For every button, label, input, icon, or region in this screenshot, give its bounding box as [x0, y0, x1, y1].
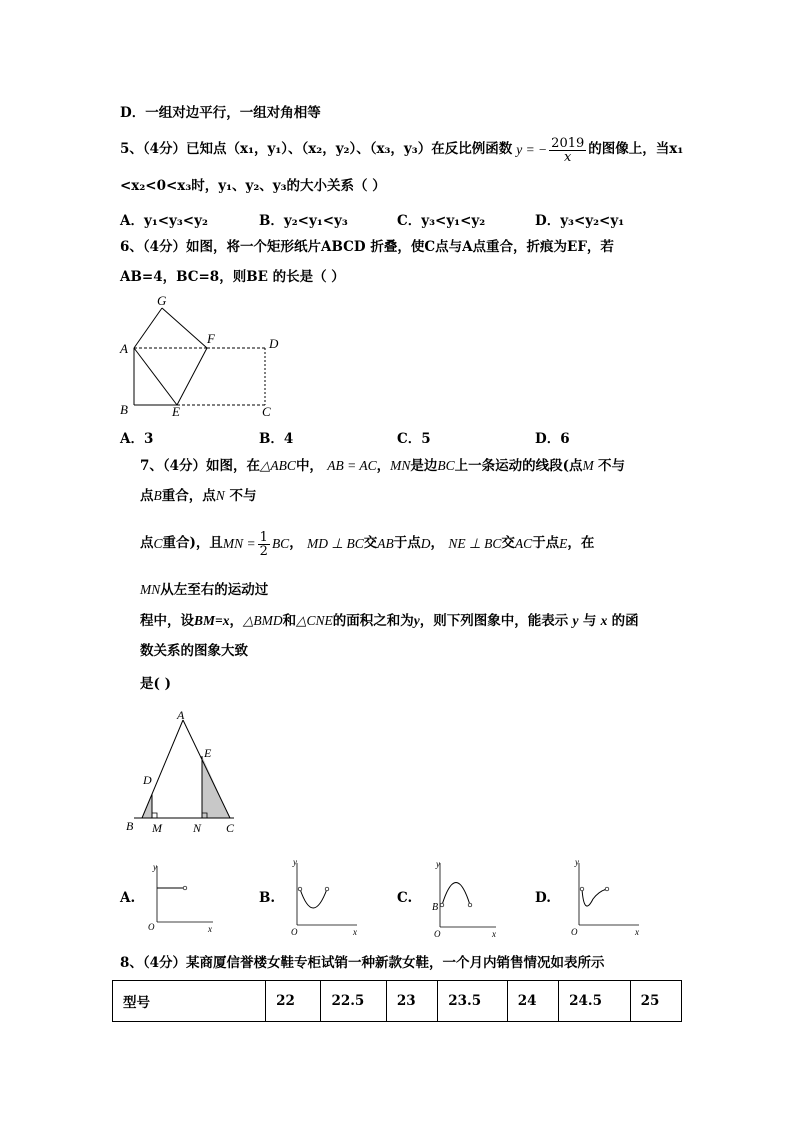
q6-line2: AB=4，BC=8，则BE 的长是（ ）	[120, 269, 345, 285]
q7-graph-b-curve	[300, 889, 327, 908]
q7-text-1f: 不与	[598, 458, 626, 474]
q7-text-3c: ，	[289, 535, 303, 552]
q5-frac-num: 2019	[551, 135, 585, 151]
q7-graph-c-y: y	[436, 859, 440, 869]
q7-side-ab	[142, 720, 183, 818]
q7-e: E	[559, 536, 568, 552]
q7-text-1c: ，	[376, 458, 391, 474]
q7-ne: NE ⊥ BC	[448, 536, 502, 552]
q5-line1-text: 5、（4分）已知点（x₁，y₁）、（x₂，y₂）、（x₃，y₃）在反比例函数	[120, 141, 513, 158]
q6-option-c: C．5	[397, 431, 431, 447]
q7-figure	[120, 708, 250, 838]
q6-edge-ae	[134, 348, 177, 405]
q7-label-n: N	[193, 821, 202, 835]
q7-text-1d: 是边	[410, 458, 438, 474]
q7-option-d-label: D.	[535, 890, 551, 906]
q6-label-b: B	[120, 402, 128, 417]
q7-label-d: D	[143, 773, 152, 787]
q7-graph-a-o: O	[148, 922, 155, 932]
q7-line6: 数关系的图象大致	[140, 643, 248, 659]
q7-option-a-label: A.	[120, 890, 136, 906]
q7-m: M	[582, 458, 594, 473]
q6-label-d: D	[269, 336, 279, 351]
q8-cell: 22	[266, 981, 321, 1022]
q6-label-e: E	[172, 404, 180, 419]
q7-line3	[140, 527, 594, 561]
q7-graph-a-endpoint	[183, 886, 187, 890]
q7-graph-a	[143, 858, 218, 936]
q7-graph-b-o: O	[291, 927, 298, 937]
q6-label-f: F	[207, 331, 215, 346]
q7-bmd: △BMD	[242, 613, 283, 628]
q7-text-2b: 重合，点	[161, 488, 216, 504]
q6-edge-ag	[134, 308, 162, 348]
q7-graph-c-curve	[442, 883, 470, 906]
q7-graph-d-start	[580, 887, 584, 891]
q7-line7: 是( )	[140, 676, 171, 692]
q5-func: y = −	[516, 142, 548, 158]
q7-ac: AC	[514, 536, 533, 552]
q7-text-5d: 的面积之和为	[332, 613, 414, 629]
q6-option-b: B．4	[259, 431, 294, 447]
q7-bc2: BC	[271, 536, 290, 552]
q7-graph-b-end	[325, 887, 329, 891]
q7-graph-d	[565, 855, 645, 940]
q5-fraction	[549, 137, 586, 164]
q7-graph-d-end	[605, 887, 609, 891]
q7-ab-ac: AB = AC	[327, 458, 377, 473]
q6-option-d: D．6	[535, 431, 570, 447]
q7-text-3i: ，在	[567, 535, 595, 552]
q7-ab: AB	[377, 536, 394, 552]
q7-graph-c-x: x	[492, 929, 496, 939]
q8-cell: 23	[386, 981, 437, 1022]
q7-graph-a-y: y	[153, 862, 157, 872]
q7-n: N	[215, 488, 225, 503]
q6-figure	[112, 290, 302, 420]
q4-option-d: D．一组对边平行，一组对角相等	[120, 105, 321, 121]
q7-graph-a-x: x	[208, 924, 212, 934]
q6-label-g: G	[157, 293, 167, 308]
q7-label-a: A	[177, 708, 185, 722]
q8-table	[112, 980, 682, 1022]
table-row	[113, 981, 682, 1022]
q7-text-3f: ，	[430, 535, 445, 552]
q7-option-b-label: B.	[259, 890, 276, 906]
q8-cell: 25	[630, 981, 681, 1022]
q7-graph-b-x: x	[353, 927, 357, 937]
q5-option-c: C．y₃<y₁<y₂	[397, 213, 486, 229]
q7-text-3b: 重合)，且	[162, 535, 223, 552]
q7-graph-b-y: y	[293, 857, 297, 867]
q7-line1	[140, 459, 625, 474]
q7-graph-d-curve	[582, 889, 607, 906]
q7-text-2a: 点	[140, 488, 154, 504]
q5-option-a: A．y₁<y₃<y₂	[120, 213, 208, 229]
q7-line2	[140, 489, 256, 504]
q7-graph-b-start	[298, 887, 302, 891]
q5-line1	[120, 132, 683, 168]
q7-text-3d: 交	[363, 535, 378, 552]
q7-half-den: 2	[259, 543, 268, 559]
q7-text-3h: 于点	[532, 535, 560, 552]
q7-bc: BC	[437, 458, 455, 473]
q7-graph-c-start	[440, 903, 444, 907]
q7-label-m: M	[152, 821, 162, 835]
q7-graph-d-o: O	[571, 927, 578, 937]
q8-cell: 22.5	[321, 981, 386, 1022]
q7-cne: △CNE	[296, 613, 333, 628]
q5-option-b: B．y₂<y₁<y₃	[259, 213, 348, 229]
q7-y: y	[413, 613, 420, 628]
q7-label-b: B	[126, 819, 134, 833]
q7-graph-c-b: B	[432, 902, 439, 913]
q6-edge-gf	[162, 308, 207, 348]
q8-cell: 24.5	[559, 981, 631, 1022]
q7-text-5a: 程中，设	[140, 613, 194, 629]
q7-text-1e: 上一条运动的线段(点	[454, 458, 583, 474]
q7-d: D	[420, 536, 431, 552]
q8-cell-header: 型号	[113, 981, 266, 1022]
q7-label-c: C	[226, 821, 235, 835]
q7-text-1b: 中，	[295, 458, 323, 474]
q7-graph-d-y: y	[575, 857, 579, 867]
q7-graph-c-end	[468, 903, 472, 907]
q5-frac-den: x	[564, 149, 572, 165]
q8-cell: 23.5	[438, 981, 507, 1022]
q7-text-3e: 于点	[393, 535, 421, 552]
q7-text-4a: MN	[140, 582, 161, 597]
q5-line1-end: 的图像上，当x₁	[588, 141, 684, 158]
q7-text-5e: ，则下列图象中，能表示	[419, 613, 569, 629]
q7-line5	[140, 614, 639, 629]
q7-text-5f: 与	[582, 613, 597, 629]
q8-cell: 24	[507, 981, 558, 1022]
q7-text-4b: 从左至右的运动过	[160, 582, 269, 598]
q7-text-5b: ，	[229, 613, 243, 629]
q7-x: x	[600, 613, 608, 628]
q6-label-c: C	[262, 404, 271, 419]
q7-half	[258, 531, 270, 558]
q7-mn: MN	[390, 458, 411, 473]
q7-b: B	[153, 488, 162, 503]
q7-option-c-label: C.	[397, 890, 413, 906]
q7-c: C	[153, 536, 163, 552]
q7-tri-abc: △ABC	[260, 458, 296, 473]
q7-text-3g: 交	[501, 535, 515, 552]
q7-line4	[140, 583, 268, 598]
q7-text-5g: 的函	[611, 613, 639, 629]
q7-graph-d-x: x	[635, 927, 639, 937]
q7-md: MD ⊥ BC	[307, 536, 364, 552]
q5-option-d: D．y₃<y₂<y₁	[535, 213, 625, 229]
q8-line1: 8、（4分）某商厦信誉楼女鞋专柜试销一种新款女鞋，一个月内销售情况如表所示	[120, 955, 605, 971]
q6-line1: 6、（4分）如图，将一个矩形纸片ABCD 折叠，使C点与A点重合，折痕为EF，若	[120, 239, 614, 255]
q7-bmx: BM=x	[194, 613, 230, 628]
q5-line2: <x₂<0<x₃时，y₁、y₂、y₃的大小关系（ ）	[120, 178, 386, 194]
q7-text-3a: 点	[140, 535, 154, 552]
q7-text-1a: 7、（4分）如图，在	[140, 458, 261, 474]
q6-option-a: A．3	[120, 431, 154, 447]
q7-right-angle-m	[152, 813, 157, 818]
q7-graph-c-o: O	[434, 929, 441, 939]
q7-text-2c: 不与	[229, 488, 257, 504]
q7-graph-b	[283, 855, 363, 940]
q7-half-num: 1	[259, 529, 268, 545]
q7-graph-c	[422, 855, 502, 940]
q6-edge-ef	[177, 348, 207, 405]
q6-label-a: A	[120, 341, 128, 356]
q7-label-e: E	[204, 746, 212, 760]
q7-text-5c: 和	[282, 613, 297, 629]
q7-y2: y	[572, 613, 579, 628]
q7-mn-eq: MN =	[222, 536, 256, 552]
